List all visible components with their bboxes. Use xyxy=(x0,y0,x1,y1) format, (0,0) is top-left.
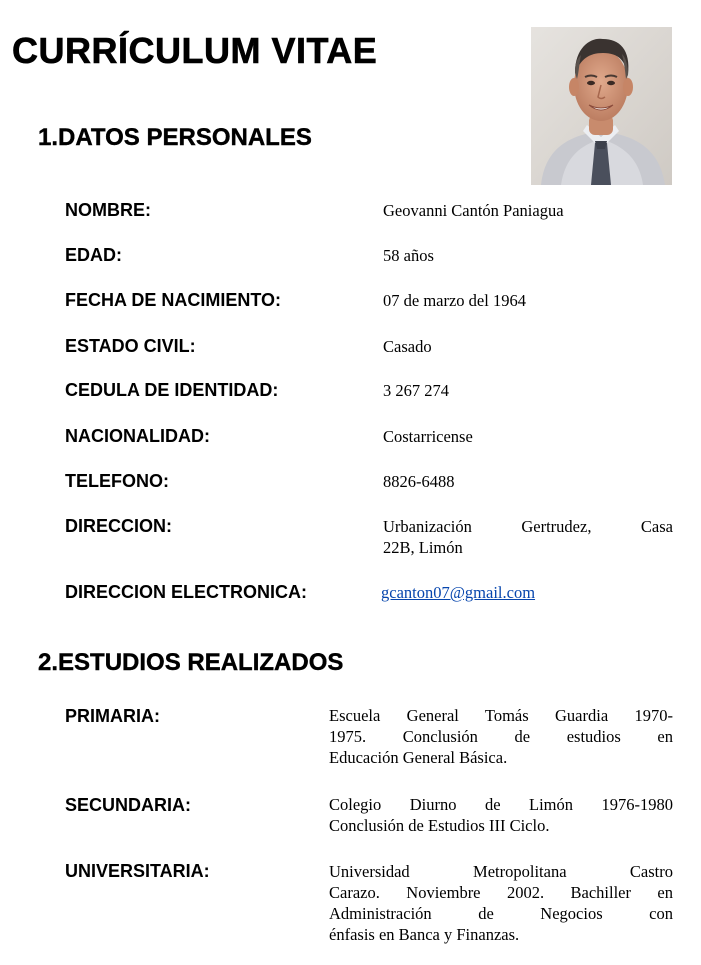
primaria-line: Educación General Básica. xyxy=(329,748,508,767)
value-estado-civil: Casado xyxy=(383,337,432,356)
direccion-line: Urbanización Gertrudez, Casa xyxy=(383,517,673,536)
section-heading-studies: 2.ESTUDIOS REALIZADOS xyxy=(38,649,344,676)
secundaria-line: Conclusión de Estudios III Ciclo. xyxy=(329,816,550,835)
label-email: DIRECCION ELECTRONICA: xyxy=(65,582,307,602)
value-nacionalidad: Costarricense xyxy=(383,427,473,446)
universitaria-line: Administración de Negocios con xyxy=(329,904,673,923)
cv-title: CURRÍCULUM VITAE xyxy=(12,30,378,71)
value-edad: 58 años xyxy=(383,246,434,265)
direccion-line: 22B, Limón xyxy=(383,538,463,557)
value-primaria xyxy=(329,705,673,768)
universitaria-line: Universidad Metropolitana Castro xyxy=(329,862,673,881)
universitaria-line: énfasis en Banca y Finanzas. xyxy=(329,925,520,944)
value-fecha-nacimiento: 07 de marzo del 1964 xyxy=(383,291,526,310)
label-secundaria: SECUNDARIA: xyxy=(65,795,191,815)
secundaria-line: Colegio Diurno de Limón 1976-1980 xyxy=(329,795,673,814)
value-cedula: 3 267 274 xyxy=(383,381,449,400)
universitaria-line: Carazo. Noviembre 2002. Bachiller en xyxy=(329,883,673,902)
label-primaria: PRIMARIA: xyxy=(65,706,160,726)
value-nombre: Geovanni Cantón Paniagua xyxy=(383,201,564,220)
label-telefono: TELEFONO: xyxy=(65,471,169,491)
value-telefono: 8826-6488 xyxy=(383,472,455,491)
value-secundaria xyxy=(329,794,673,836)
label-nacionalidad: NACIONALIDAD: xyxy=(65,426,210,446)
label-direccion: DIRECCION: xyxy=(65,516,172,536)
email-link[interactable]: gcanton07@gmail.com xyxy=(381,583,536,602)
section-heading-personal: 1.DATOS PERSONALES xyxy=(38,124,312,151)
label-edad: EDAD: xyxy=(65,245,122,265)
value-direccion xyxy=(383,516,673,558)
value-email xyxy=(381,582,535,603)
label-fecha-nacimiento: FECHA DE NACIMIENTO: xyxy=(65,290,281,310)
primaria-line: 1975. Conclusión de estudios en xyxy=(329,727,673,746)
label-universitaria: UNIVERSITARIA: xyxy=(65,861,210,881)
value-universitaria xyxy=(329,861,673,945)
primaria-line: Escuela General Tomás Guardia 1970- xyxy=(329,706,673,725)
profile-photo xyxy=(531,27,672,185)
label-nombre: NOMBRE: xyxy=(65,200,151,220)
label-estado-civil: ESTADO CIVIL: xyxy=(65,336,196,356)
label-cedula: CEDULA DE IDENTIDAD: xyxy=(65,380,279,400)
